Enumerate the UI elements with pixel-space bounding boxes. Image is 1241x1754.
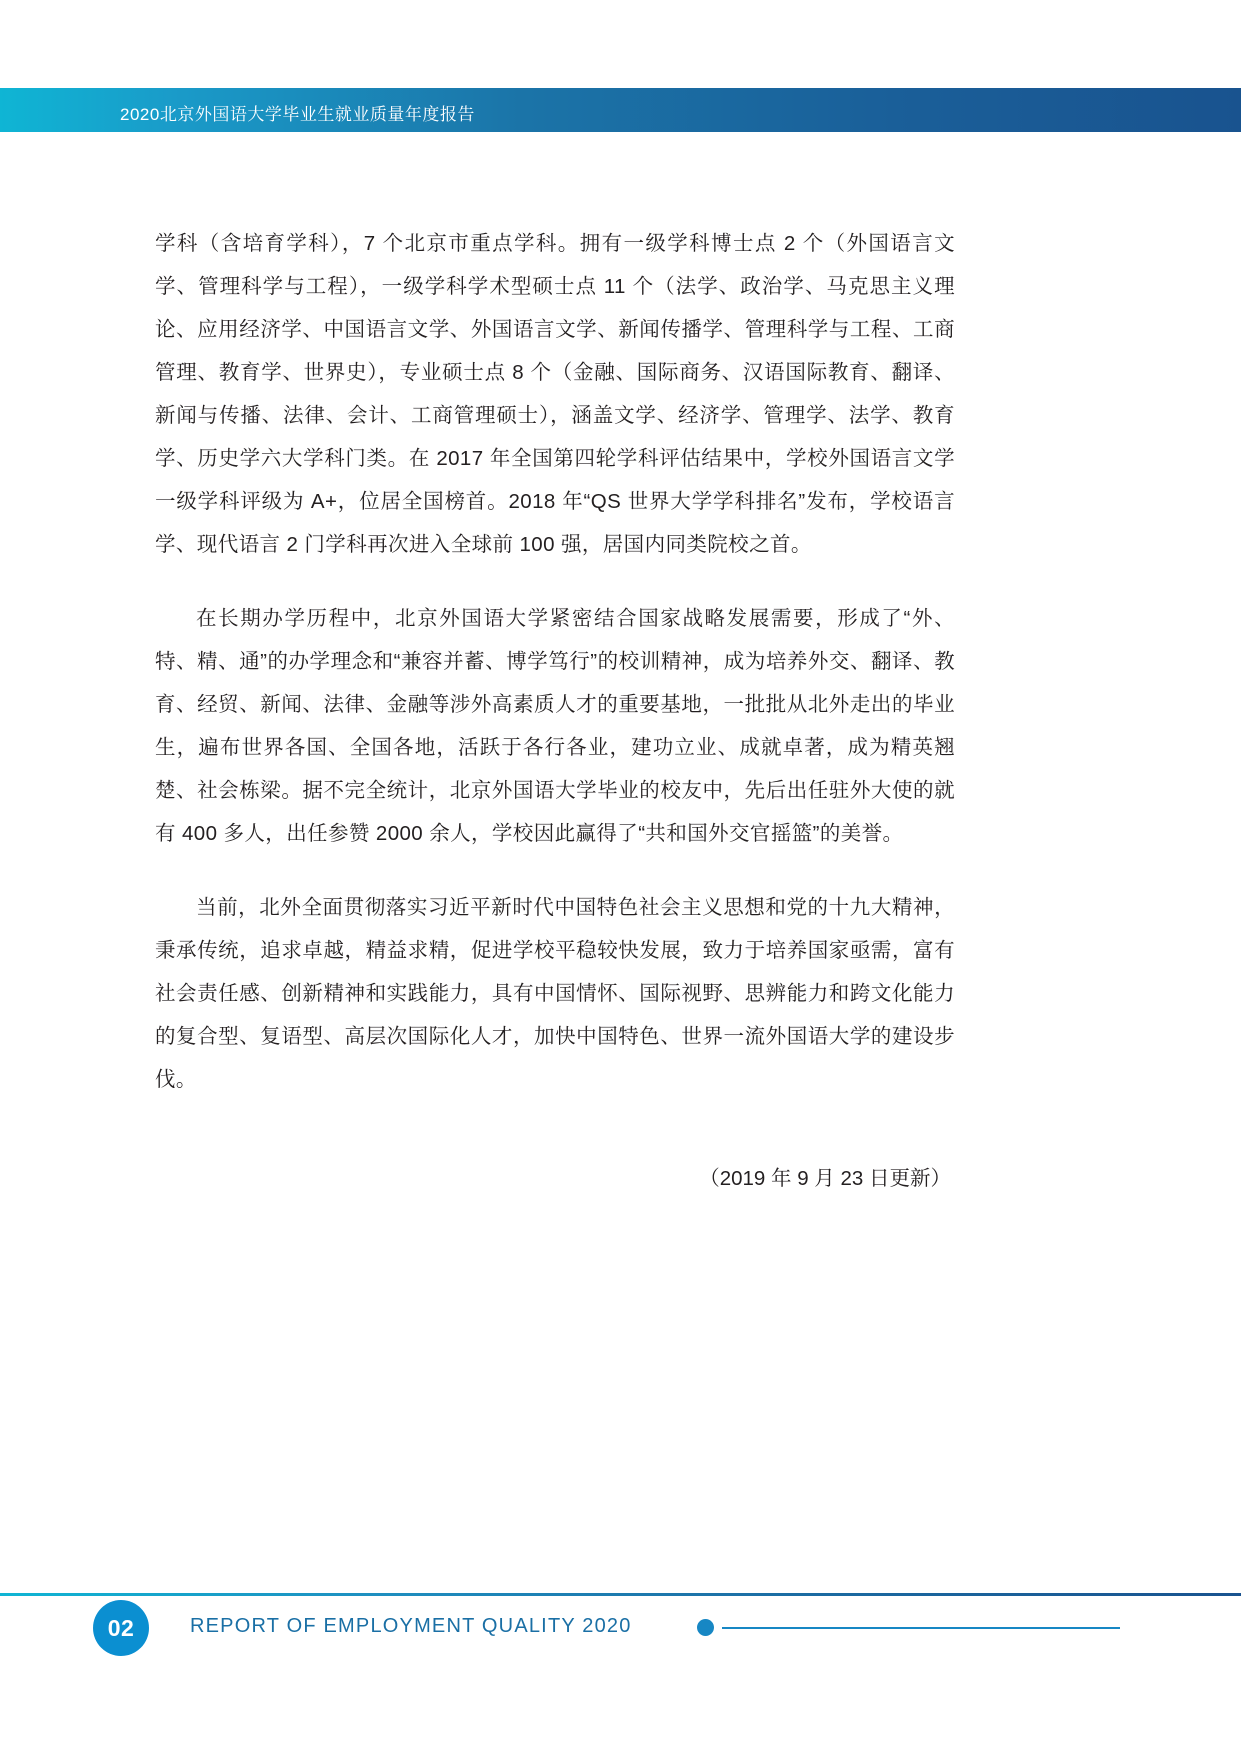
page-number-badge: 02 — [93, 1600, 149, 1656]
paragraph-1: 学科（含培育学科），7 个北京市重点学科。拥有一级学科博士点 2 个（外国语言文学、管理科学与工程），一级学科学术型硕士点 11 个（法学、政治学、马克思主义理论、应用经济学、中国语言文学、外国语言文学、新闻传播学、管理科学与工程、工商管理、教育学、世界史），专业硕士点 8 个（金融、国际商务、汉语国际教育、翻译、新闻与传播、法律、会计、工商管理硕士），涵盖文学、经济学、管理学、法学、教育学、历史学六大学科门类。在 2017 年全国第四轮学科评估结果中，学校外国语言文学一级学科评级为 A+，位居全国榜首。2018 年“QS 世界大学学科排名”发布，学校语言学、现代语言 2 门学科再次进入全球前 100 强，居国内同类院校之首。 — [155, 232, 955, 556]
footer-divider — [0, 1593, 1241, 1596]
document-body — [155, 222, 955, 1199]
paragraph-3: 当前，北外全面贯彻落实习近平新时代中国特色社会主义思想和党的十九大精神，秉承传统，追求卓越，精益求精，促进学校平稳较快发展，致力于培养国家亟需，富有社会责任感、创新精神和实践能力，具有中国情怀、国际视野、思辨能力和跨文化能力的复合型、复语型、高层次国际化人才，加快中国特色、世界一流外国语大学的建设步伐。 — [155, 896, 955, 1091]
footer-report-label: REPORT OF EMPLOYMENT QUALITY 2020 — [190, 1615, 632, 1637]
footer-bullet-dot-icon — [697, 1619, 714, 1636]
footer-accent-line — [722, 1627, 1120, 1629]
page-header-title: 2020北京外国语大学毕业生就业质量年度报告 — [120, 105, 475, 124]
paragraph-2: 在长期办学历程中，北京外国语大学紧密结合国家战略发展需要，形成了“外、特、精、通”的办学理念和“兼容并蓄、博学笃行”的校训精神，成为培养外交、翻译、教育、经贸、新闻、法律、金融等涉外高素质人才的重要基地，一批批从北外走出的毕业生，遍布世界各国、全国各地，活跃于各行各业，建功立业、成就卓著，成为精英翘楚、社会栋梁。据不完全统计，北京外国语大学毕业的校友中，先后出任驻外大使的就有 400 多人，出任参赞 2000 余人，学校因此赢得了“共和国外交官摇篮”的美誉。 — [155, 607, 955, 845]
update-date-note: （2019 年 9 月 23 日更新） — [699, 1167, 951, 1190]
